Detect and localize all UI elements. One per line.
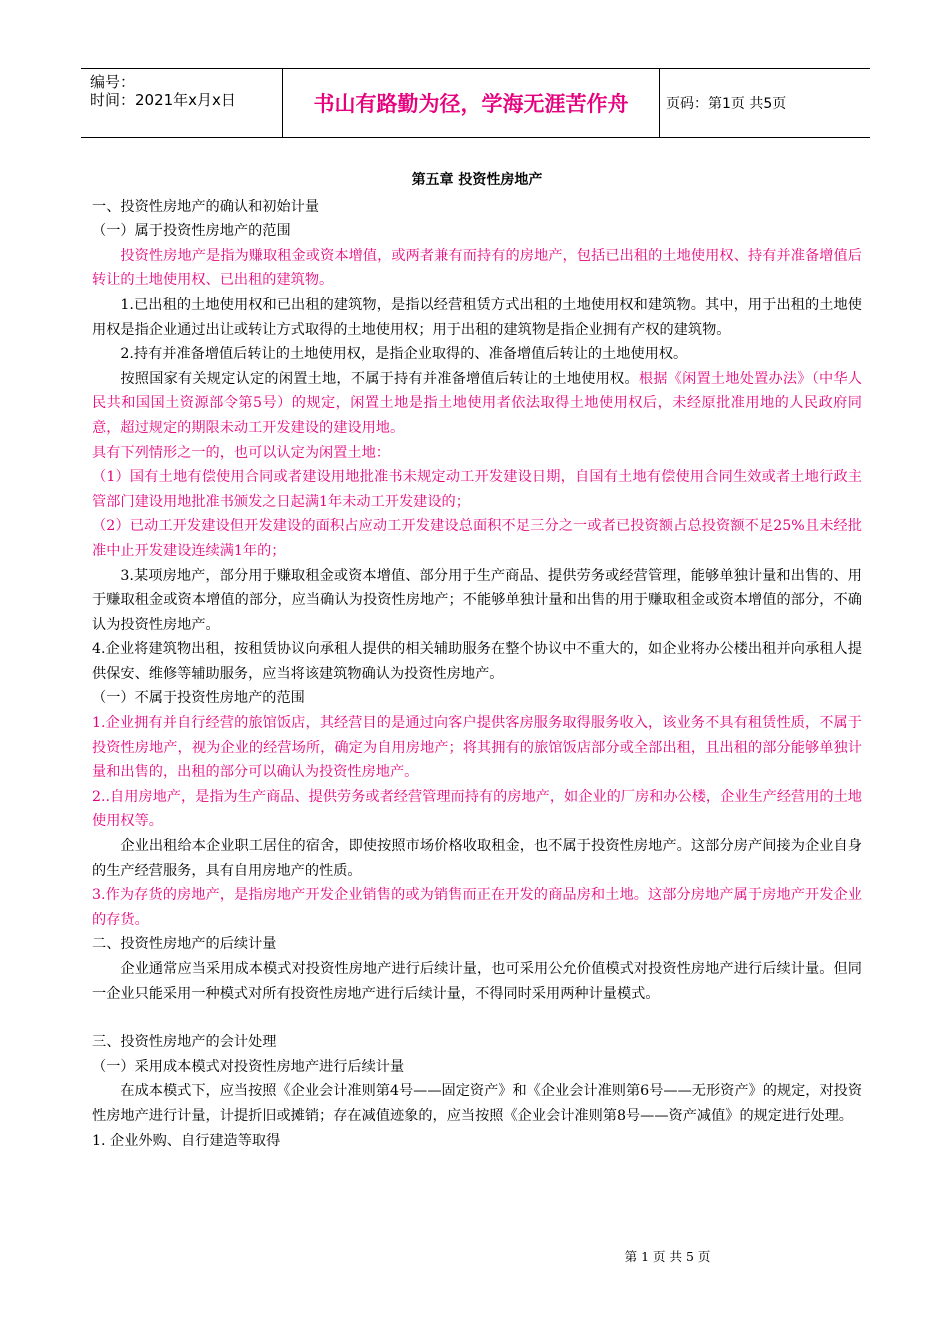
highlighted-paragraph: 2..自用房地产，是指为生产商品、提供劳务或者经营管理而持有的房地产，如企业的厂房和办公楼，企业生产经营用的土地使用权等。 <box>92 788 862 830</box>
paragraph <box>92 367 862 441</box>
paragraph: 企业出租给本企业职工居住的宿舍，即使按照市场价格收取租金，也不属于投资性房地产。这部分房产间接为企业自身的生产经营服务，具有自用房地产的性质。 <box>92 838 862 879</box>
subsection-heading: （一）不属于投资性房地产的范围 <box>92 690 305 707</box>
paragraph: 2.持有并准备增值后转让的土地使用权，是指企业取得的、准备增值后转让的土地使用权。 <box>120 346 688 363</box>
subsection-heading: （一）采用成本模式对投资性房地产进行后续计量 <box>92 1058 405 1075</box>
highlighted-text: 根据《闲置土地处置办法》（中华人民共和国国土资源部令第5号）的规定，闲置土地是指土地使用者依法取得土地使用权后，未经原批准用地的人民政府同意，超过规定的期限未动工开发建设的建设用地。 <box>92 370 862 436</box>
document-time-label: 时间：2021年x月x日 <box>90 91 236 109</box>
header-motto: 书山有路勤为径，学海无涯苦作舟 <box>283 69 660 137</box>
highlighted-paragraph: 3.作为存货的房地产，是指房地产开发企业销售的或为销售而正在开发的商品房和土地。这部分房地产属于房地产开发企业的存货。 <box>92 887 862 928</box>
subsection-heading: （一）属于投资性房地产的范围 <box>92 223 291 240</box>
paragraph: 4.企业将建筑物出租，按租赁协议向承租人提供的相关辅助服务在整个协议中不重大的，如企业将办公楼出租并向承租人提供保安、维修等辅助服务，应当将该建筑物确认为投资性房地产。 <box>92 641 862 682</box>
page-footer: 第 1 页 共 5 页 <box>624 1249 711 1264</box>
highlighted-paragraph: 1.企业拥有并自行经营的旅馆饭店，其经营目的是通过向客户提供客房服务取得服务收入，该业务不具有租赁性质，不属于投资性房地产，视为企业的经营场所，确定为自用房地产；将其拥有的旅馆饭店部分或全部出租，且出租的部分能够单独计量和出售的，出租的部分可以确认为投资性房地产。 <box>92 715 862 781</box>
definition-paragraph: 投资性房地产是指为赚取租金或资本增值，或两者兼有而持有的房地产，包括已出租的土地使用权、持有并准备增值后转让的土地使用权、已出租的建筑物。 <box>92 247 862 289</box>
document-number-label: 编号： <box>90 73 136 91</box>
document-body <box>92 168 862 1153</box>
highlighted-paragraph: 具有下列情形之一的，也可以认定为闲置土地： <box>92 444 390 461</box>
section-heading: 一、投资性房地产的确认和初始计量 <box>92 198 320 215</box>
paragraph: 在成本模式下，应当按照《企业会计准则第4号——固定资产》和《企业会计准则第6号——无形资产》的规定，对投资性房地产进行计量，计提折旧或摊销；存在减值迹象的，应当按照《企业会计准则第8号——资产减值》的规定进行处理。 <box>92 1083 863 1124</box>
section-heading: 三、投资性房地产的会计处理 <box>92 1034 277 1051</box>
paragraph: 1. 企业外购、自行建造等取得 <box>92 1132 281 1149</box>
paragraph: 企业通常应当采用成本模式对投资性房地产进行后续计量，也可采用公允价值模式对投资性房地产进行后续计量。但同一企业只能采用一种模式对所有投资性房地产进行后续计量，不得同时采用两种计量模式。 <box>92 961 862 1002</box>
header-info-cell <box>81 69 283 137</box>
chapter-title: 第五章 投资性房地产 <box>411 172 543 188</box>
paragraph: 1.已出租的土地使用权和已出租的建筑物，是指以经营租赁方式出租的土地使用权和建筑物。其中，用于出租的土地使用权是指企业通过出让或转让方式取得的土地使用权；用于出租的建筑物是指企业拥有产权的建筑物。 <box>92 296 862 338</box>
paragraph-text: 按照国家有关规定认定的闲置土地，不属于持有并准备增值后转让的土地使用权。 <box>120 370 639 387</box>
section-heading: 二、投资性房地产的后续计量 <box>92 936 277 953</box>
highlighted-paragraph: （1）国有土地有偿使用合同或者建设用地批准书未规定动工开发建设日期，自国有土地有偿使用合同生效或者土地行政主管部门建设用地批准书颁发之日起满1年未动工开发建设的； <box>92 469 862 510</box>
header-page-number: 页码：第1页 共5页 <box>666 96 787 112</box>
spacer <box>92 1006 862 1030</box>
page-header <box>81 68 870 138</box>
paragraph: 3.某项房地产，部分用于赚取租金或资本增值、部分用于生产商品、提供劳务或经营管理，能够单独计量和出售的、用于赚取租金或资本增值的部分，应当确认为投资性房地产；不能够单独计量和出售的用于赚取租金或资本增值的部分，不确认为投资性房地产。 <box>92 567 862 633</box>
highlighted-paragraph: （2）已动工开发建设但开发建设的面积占应动工开发建设总面积不足三分之一或者已投资额占总投资额不足25%且未经批准中止开发建设连续满1年的； <box>92 518 862 559</box>
